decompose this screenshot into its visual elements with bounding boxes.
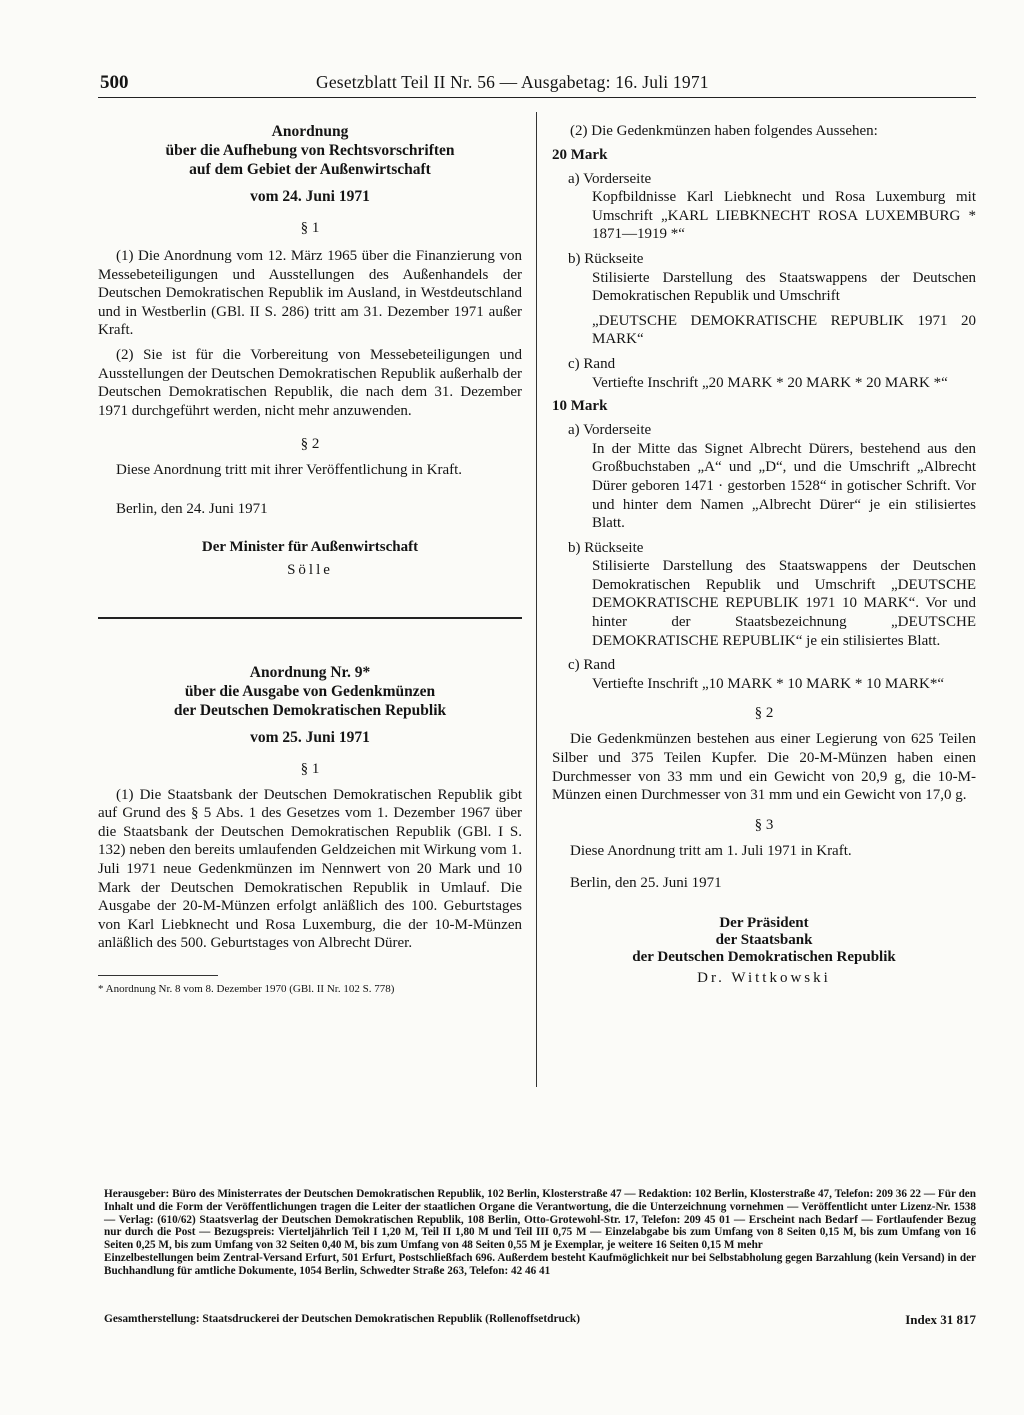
coin-10-reverse-label: b) Rückseite xyxy=(568,539,644,556)
imprint-index: Index 31 817 xyxy=(905,1312,976,1327)
imprint xyxy=(104,1188,976,1278)
ordinance-2-signer-title-3: der Deutschen Demokratischen Republik xyxy=(632,949,896,965)
ordinance-separator xyxy=(98,617,522,619)
coin-20-reverse-inscription: „DEUTSCHE DEMOKRATISCHE REPUBLIK 1971 20 MARK“ xyxy=(592,312,976,348)
coin-20-reverse-text: Stilisierte Darstellung des Staatswappens der Deutschen Demokratischen Republik und Umschrift xyxy=(592,269,976,305)
imprint-publisher: Herausgeber: Büro des Ministerrates der Deutschen Demokratischen Republik, 102 Berlin, Klosterstraße 47 — Redaktion: 102 Berlin, Klosterstraße 47, Telefon: 209 36 22 — Für den Inhalt und die Form der Veröffentlichungen tragen die Leiter der staatlichen Organe die Verantwortung, die die Unterzeichnung vornehmen — Veröffentlicht unter Lizenz-Nr. 1538 — Verlag: (610/62) Staatsverlag der Deutschen Demokratischen Republik, 108 Berlin, Otto-Grotewohl-Str. 17, Telefon: 209 45 01 — Erscheint nach Bedarf — Fortlaufender Bezug nur durch die Post — Bezugspreis: Vierteljährlich Teil I 1,20 M, Teil II 1,80 M und Teil III 0,75 M — Einzelabgabe bis zum Umfang von 8 Seiten 0,15 M, bis zum Umfang von 16 Seiten 0,25 M, bis zum Umfang von 32 Seiten 0,40 M, bis zum Umfang von 48 Seiten 0,55 M je Exemplar, je weitere 16 Seiten 0,15 M mehr xyxy=(104,1188,976,1252)
ordinance-1-section-1: § 1 xyxy=(300,220,320,236)
coin-10-obverse-text: In der Mitte das Signet Albrecht Dürers, bestehend aus den Großbuchstaben „A“ und „D“, und die Umschrift „Albrecht Dürer geboren 1471 · gestorben 1528“ in gotischer Schrift. Vor und hinter dem Namen „Albrecht Dürer“ je ein stilisiertes Blatt. xyxy=(592,440,976,532)
ordinance-2-section-3: § 3 xyxy=(754,816,774,833)
coin-20-edge-text: Vertiefte Inschrift „20 MARK * 20 MARK * 20 MARK *“ xyxy=(592,374,948,391)
coin-10-edge-label: c) Rand xyxy=(568,657,616,674)
ordinance-1-title-3: auf dem Gebiet der Außenwirtschaft xyxy=(189,161,431,178)
ordinance-1-signer-name: Sölle xyxy=(287,561,333,578)
ordinance-2-place-date: Berlin, den 25. Juni 1971 xyxy=(570,875,722,892)
imprint-printer: Gesamtherstellung: Staatsdruckerei der Deutschen Demokratischen Republik (Rollenoffsetdruck) xyxy=(104,1313,581,1325)
ordinance-2-title-2: über die Ausgabe von Gedenkmünzen xyxy=(184,682,436,700)
column-divider xyxy=(536,112,537,1087)
ordinance-1-para-2: (2) Sie ist für die Vorbereitung von Messebeteiligungen und Ausstellungen der Deutschen Demokratischen Republik außerhalb der Deutschen Demokratischen Republik, die nach dem 31. Dezember 1971 durchgeführt werden, nicht mehr anzuwenden. xyxy=(98,346,522,419)
coin-20-edge-label: c) Rand xyxy=(568,355,616,372)
header-title: Gesetzblatt Teil II Nr. 56 — Ausgabetag: 16. Juli 1971 xyxy=(316,72,709,92)
footnote-rule xyxy=(98,975,218,976)
coin-10-edge-text: Vertiefte Inschrift „10 MARK * 10 MARK * 10 MARK*“ xyxy=(592,675,945,692)
page-number: 500 xyxy=(100,72,129,93)
ordinance-2-para-composition: Die Gedenkmünzen bestehen aus einer Legierung von 625 Teilen Silber und 375 Teilen Kupfer. Die 20-M-Münzen haben einen Durchmesser von 33 mm und ein Gewicht von 20,9 g, die 10-M-Münzen einen Durchmesser von 31 mm und ein Gewicht von 17,0 g. xyxy=(552,731,976,804)
right-column xyxy=(552,118,976,987)
ordinance-1-title-2: über die Aufhebung von Rechtsvorschriften xyxy=(165,142,455,159)
coin-20-obverse-text: Kopfbildnisse Karl Liebknecht und Rosa Luxemburg mit Umschrift „KARL LIEBKNECHT ROSA LUXEMBURG * 1871—1919 *“ xyxy=(592,189,976,243)
ordinance-2-section-2: § 2 xyxy=(754,705,774,722)
imprint-orders: Einzelbestellungen beim Zentral-Versand Erfurt, 501 Erfurt, Postschließfach 696. Außerdem besteht Kaufmöglichkeit nur bei Selbstabholung gegen Barzahlung (kein Versand) in der Buchhandlung für amtliche Dokumente, 1054 Berlin, Schwedter Straße 263, Telefon: 42 46 41 xyxy=(104,1251,976,1277)
ordinance-2-signer-title-2: der Staatsbank xyxy=(715,932,813,948)
footnote: * Anordnung Nr. 8 vom 8. Dezember 1970 (GBl. II Nr. 102 S. 778) xyxy=(98,982,395,995)
ordinance-1-signer-title: Der Minister für Außenwirtschaft xyxy=(201,538,419,555)
ordinance-1-para-3: Diese Anordnung tritt mit ihrer Veröffentlichung in Kraft. xyxy=(116,462,463,479)
ordinance-2-para-effective: Diese Anordnung tritt am 1. Juli 1971 in Kraft. xyxy=(570,842,852,859)
page-header xyxy=(98,66,978,100)
ordinance-2-signer-name: Dr. Wittkowski xyxy=(697,970,831,986)
ordinance-1-section-2: § 2 xyxy=(300,436,320,453)
coin-20-reverse-label: b) Rückseite xyxy=(568,250,644,267)
left-column xyxy=(98,118,522,996)
ordinance-1-para-1: (1) Die Anordnung vom 12. März 1965 über die Finanzierung von Messebeteiligungen und Ausstellungen des Außenhandels der Deutschen Demokratischen Republik im Ausland, in Westdeutschland und in Westberlin (GBl. II S. 286) tritt am 31. Dezember 1971 außer Kraft. xyxy=(98,248,522,339)
coins-intro: (2) Die Gedenkmünzen haben folgendes Aussehen: xyxy=(570,123,878,139)
imprint-footer xyxy=(104,1313,976,1325)
ordinance-2-title-3: der Deutschen Demokratischen Republik xyxy=(173,701,447,719)
ordinance-2-para-1: (1) Die Staatsbank der Deutschen Demokratischen Republik gibt auf Grund des § 5 Abs. 1 des Gesetzes vom 1. Dezember 1967 über die Staatsbank der Deutschen Demokratischen Republik (GBl. I S. 132) neben den bereits umlaufenden Geldzeichen mit Wirkung vom 1. Juli 1971 neue Gedenkmünzen im Nennwert von 20 Mark und 10 Mark der Deutschen Demokratischen Republik in Umlauf. Die Ausgabe der 20-M-Münzen erfolgt anläßlich des 100. Geburtstages von Karl Liebknecht und Rosa Luxemburg, die der 10-M-Münzen anläßlich des 500. Geburtstages von Albrecht Dürer. xyxy=(98,786,522,952)
ordinance-1 xyxy=(98,122,522,579)
coin-20-obverse-label: a) Vorderseite xyxy=(568,170,652,187)
coin-10-heading: 10 Mark xyxy=(552,398,608,415)
ordinance-2-title-1: Anordnung Nr. 9* xyxy=(249,663,371,681)
ordinance-2 xyxy=(98,663,522,996)
header-rule xyxy=(98,97,976,98)
ordinance-1-place-date: Berlin, den 24. Juni 1971 xyxy=(116,500,268,517)
coin-20-heading: 20 Mark xyxy=(552,146,608,163)
ordinance-2-signer-title-1: Der Präsident xyxy=(719,915,809,931)
coin-10-obverse-label: a) Vorderseite xyxy=(568,422,652,439)
ordinance-1-date: vom 24. Juni 1971 xyxy=(250,188,370,205)
coin-10-reverse-text: Stilisierte Darstellung des Staatswappens der Deutschen Demokratischen Republik und Umschrift „DEUTSCHE DEMOKRATISCHE REPUBLIK 1971 10 MARK“. Vor und hinter der Staatsbezeichnung „DEUTSCHE DEMOKRATISCHE REPUBLIK“ je ein stilisiertes Blatt. xyxy=(592,558,976,649)
ordinance-1-title-1: Anordnung xyxy=(271,123,349,140)
ordinance-2-section-1: § 1 xyxy=(300,760,320,777)
ordinance-2-date: vom 25. Juni 1971 xyxy=(250,728,370,746)
